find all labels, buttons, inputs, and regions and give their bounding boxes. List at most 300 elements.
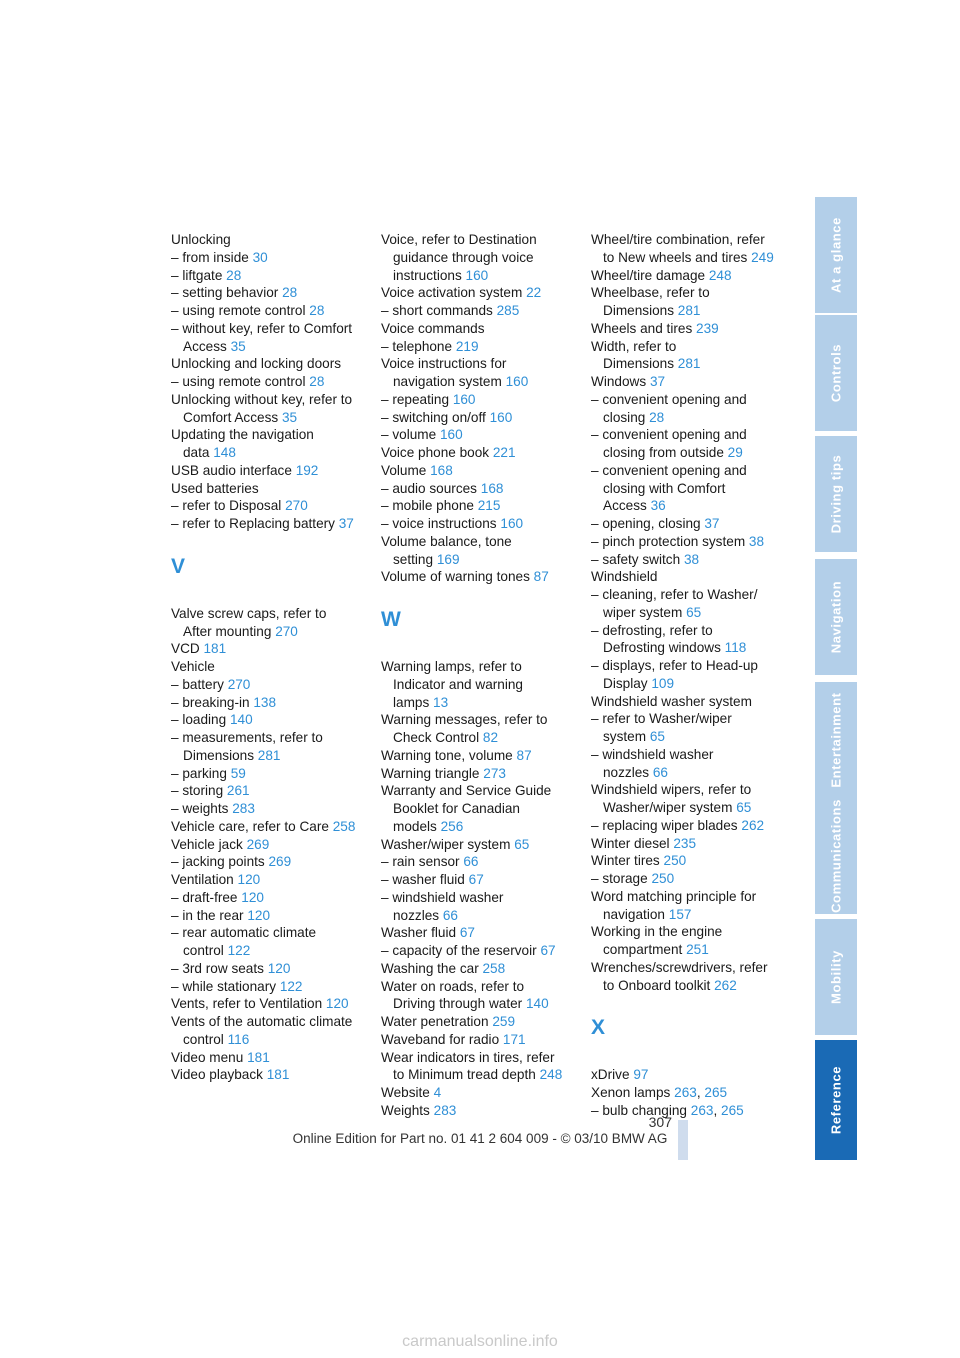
- index-entry-text: Wear indicators in tires, refer: [381, 1049, 555, 1065]
- index-entry-text: Vehicle jack: [171, 836, 243, 852]
- index-entry-text: – defrosting, refer to: [591, 622, 713, 638]
- page-link[interactable]: 261: [226, 783, 250, 799]
- index-entry: [591, 1066, 787, 1084]
- page-link[interactable]: 262: [714, 977, 737, 993]
- page-link[interactable]: 258: [332, 818, 356, 834]
- index-entry-text: to New wheels and tires: [603, 249, 748, 265]
- index-entry-text: Water on roads, refer to: [381, 978, 525, 994]
- index-entry-text: – measurements, refer to: [171, 730, 323, 745]
- page-link[interactable]: 65: [686, 604, 702, 620]
- page-link[interactable]: 122: [227, 943, 251, 958]
- index-entry-text: – storing: [171, 783, 224, 799]
- page-link[interactable]: 120: [247, 907, 271, 923]
- index-entry-text: Waveband for radio: [381, 1031, 500, 1047]
- page-link[interactable]: 219: [455, 338, 479, 354]
- page-link[interactable]: 235: [673, 835, 697, 851]
- page-link[interactable]: 160: [489, 409, 513, 425]
- index-entry-text: Website: [381, 1085, 430, 1100]
- index-entry: [381, 231, 577, 249]
- index-entry-text: closing: [603, 409, 646, 425]
- index-entry: [381, 694, 577, 712]
- page-link[interactable]: 283: [433, 1102, 457, 1118]
- page-number: 307: [648, 1114, 672, 1130]
- page-link[interactable]: 181: [266, 1067, 290, 1083]
- page-link[interactable]: 181: [203, 641, 227, 657]
- index-entry: [171, 605, 367, 623]
- index-entry: [381, 658, 577, 676]
- index-entry: [591, 941, 787, 959]
- index-entry: [591, 781, 787, 799]
- index-entry-text: Xenon lamps: [591, 1085, 671, 1100]
- index-entry: [591, 835, 787, 853]
- page-link[interactable]: 160: [452, 391, 476, 407]
- index-entry: [591, 959, 787, 977]
- index-entry: [591, 249, 787, 267]
- page-link[interactable]: 36: [650, 498, 666, 514]
- index-entry-text: VCD: [171, 641, 200, 657]
- index-entry: [381, 782, 577, 800]
- page-link[interactable]: 248: [539, 1067, 563, 1083]
- index-entry-text: – windshield washer: [591, 746, 714, 762]
- index-entry: [381, 1049, 577, 1067]
- page-link[interactable]: 160: [500, 516, 524, 531]
- index-entry-text: Warning triangle: [381, 765, 480, 781]
- index-entry: [171, 960, 367, 978]
- page-link[interactable]: 250: [651, 871, 675, 886]
- index-entry-text: Vents, refer to Ventilation: [171, 996, 323, 1012]
- page-link[interactable]: 283: [232, 801, 255, 816]
- index-entry-text: Indicator and warning: [393, 676, 523, 692]
- index-entry-text: Washer/wiper system: [603, 800, 733, 815]
- index-entry: [171, 355, 367, 373]
- index-entry: [171, 1066, 367, 1084]
- index-entry-text: Wheel/tire combination, refer: [591, 232, 765, 247]
- index-entry: [591, 728, 787, 746]
- page-link[interactable]: 259: [492, 1014, 516, 1029]
- index-entry-text: – bulb changing: [591, 1102, 687, 1118]
- index-entry: [171, 995, 367, 1013]
- index-entry: [171, 302, 367, 320]
- index-entry: [381, 1102, 577, 1120]
- index-entry-text: Wrenches/screwdrivers, refer: [591, 959, 768, 975]
- index-entry-text: Width, refer to: [591, 338, 677, 354]
- page-link[interactable]: 215: [477, 498, 501, 514]
- index-entry: [381, 568, 577, 586]
- index-entry-text: – rear automatic climate: [171, 925, 317, 941]
- index-entry-text: Video menu: [171, 1049, 244, 1065]
- tab-mobility[interactable]: [815, 919, 857, 1035]
- index-entry: [591, 391, 787, 409]
- index-entry-text: – breaking-in: [171, 694, 250, 710]
- index-entry: [591, 480, 787, 498]
- index-entry: [171, 426, 367, 444]
- tab-driving-tips[interactable]: [815, 436, 857, 552]
- index-entry: [171, 1049, 367, 1067]
- index-entry-text: – weights: [171, 801, 229, 816]
- page-link[interactable]: 192: [295, 462, 319, 478]
- page-link[interactable]: 29: [727, 445, 743, 460]
- index-entry: [591, 462, 787, 480]
- page-link[interactable]: 38: [748, 533, 765, 549]
- page-link[interactable]: 157: [668, 906, 692, 922]
- index-entry-text: – using remote control: [171, 303, 306, 318]
- index-entry: [171, 338, 367, 356]
- page-link[interactable]: 270: [227, 676, 251, 692]
- page-link[interactable]: 265: [704, 1085, 728, 1100]
- index-entry-text: – repeating: [381, 391, 450, 407]
- index-entry: [171, 853, 367, 871]
- index-entry-text: Washing the car: [381, 960, 479, 976]
- index-entry: [591, 799, 787, 817]
- index-entry: [381, 853, 577, 871]
- index-entry: [381, 284, 577, 302]
- index-entry: [381, 889, 577, 907]
- index-entry: [591, 515, 787, 533]
- index-entry: [381, 942, 577, 960]
- page-link[interactable]: 138: [253, 694, 277, 710]
- page-link[interactable]: 66: [463, 854, 479, 870]
- index-entry: [381, 1066, 577, 1084]
- index-entry-text: Voice, refer to Destination: [381, 232, 537, 247]
- watermark: carmanualsonline.info: [402, 1333, 558, 1350]
- page-link[interactable]: 87: [516, 747, 532, 763]
- page-link[interactable]: 160: [439, 427, 463, 443]
- tab-navigation[interactable]: [815, 559, 857, 675]
- page-link[interactable]: 66: [652, 764, 668, 780]
- index-entry-text: Defrosting windows: [603, 640, 721, 656]
- page-link[interactable]: 168: [430, 462, 453, 478]
- page-link[interactable]: 281: [257, 747, 281, 763]
- page-link[interactable]: 140: [525, 996, 549, 1012]
- page-link[interactable]: 4: [433, 1085, 442, 1100]
- index-entry-text: – short commands: [381, 303, 493, 318]
- page-link[interactable]: 265: [721, 1102, 744, 1118]
- index-entry-text: – draft-free: [171, 889, 238, 905]
- index-entry-text: USB audio interface: [171, 462, 292, 478]
- page-link[interactable]: 28: [309, 374, 325, 389]
- index-entry: [591, 497, 787, 515]
- index-entry: [381, 907, 577, 925]
- page-link[interactable]: 35: [230, 338, 246, 354]
- index-entry-text: Water penetration: [381, 1014, 489, 1029]
- index-entry-text: Windshield: [591, 569, 658, 585]
- index-entry-text: control: [183, 1031, 224, 1047]
- index-entry-text: – 3rd row seats: [171, 960, 264, 976]
- page-link[interactable]: 118: [724, 640, 747, 656]
- index-entry: [171, 836, 367, 854]
- page-link[interactable]: 97: [633, 1067, 649, 1083]
- page-link[interactable]: 28: [309, 303, 325, 318]
- page-link[interactable]: 87: [533, 569, 549, 585]
- page-link[interactable]: 122: [279, 978, 303, 994]
- tab-label: Mobility: [828, 950, 844, 1004]
- page-link[interactable]: 28: [282, 285, 298, 301]
- page-link[interactable]: 249: [751, 249, 774, 265]
- index-entry-text: Wheelbase, refer to: [591, 285, 710, 301]
- page-link[interactable]: 270: [275, 623, 298, 639]
- page-link[interactable]: 263: [674, 1085, 697, 1100]
- index-entry: [591, 231, 787, 249]
- index-entry: [381, 711, 577, 729]
- index-entry: [591, 746, 787, 764]
- index-entry-text: Unlocking and locking doors: [171, 356, 342, 372]
- index-column-2: [381, 231, 577, 1120]
- index-entry-text: Voice phone book: [381, 445, 490, 460]
- index-entry: [591, 888, 787, 906]
- index-entry: [591, 426, 787, 444]
- index-entry-text: – liftgate: [171, 267, 223, 283]
- page-link[interactable]: 281: [677, 356, 701, 372]
- tab-label: Communications: [828, 799, 844, 913]
- index-entry: [591, 817, 787, 835]
- page-link[interactable]: 37: [704, 516, 720, 531]
- index-entry: [591, 977, 787, 995]
- page-link[interactable]: 120: [237, 872, 261, 887]
- page-link[interactable]: 82: [482, 730, 499, 745]
- index-entry-text: navigation: [603, 906, 665, 922]
- tab-entertainment[interactable]: [815, 682, 857, 798]
- index-entry: [171, 694, 367, 712]
- index-entry-text: Unlocking: [171, 232, 231, 247]
- index-entry-text: Comfort Access: [183, 409, 279, 425]
- index-entry-text: – mobile phone: [381, 498, 474, 514]
- index-entry-text: Windshield wipers, refer to: [591, 782, 752, 798]
- index-entry: [381, 426, 577, 444]
- index-entry: [591, 320, 787, 338]
- page-link[interactable]: 38: [683, 551, 700, 567]
- page-link[interactable]: 140: [229, 712, 253, 728]
- index-entry-text: to Minimum tread depth: [393, 1067, 536, 1083]
- index-entry: [381, 409, 577, 427]
- index-entry: [171, 711, 367, 729]
- index-entry: [381, 302, 577, 320]
- index-entry: [171, 658, 367, 676]
- index-entry: [171, 907, 367, 925]
- index-entry-text: Used batteries: [171, 480, 259, 496]
- index-entry-text: – replacing wiper blades: [591, 817, 738, 833]
- index-entry-text: Windows: [591, 374, 647, 389]
- index-entry-text: Volume balance, tone: [381, 533, 512, 549]
- index-entry: [381, 373, 577, 391]
- index-entry: [171, 320, 367, 338]
- tab-label: Navigation: [828, 580, 844, 654]
- page-link[interactable]: 251: [686, 942, 709, 957]
- index-entry: [381, 818, 577, 836]
- page-link[interactable]: 30: [252, 249, 268, 265]
- page-link[interactable]: 263: [690, 1102, 714, 1118]
- index-entry: [381, 267, 577, 285]
- page-link[interactable]: 28: [649, 409, 665, 425]
- page-link[interactable]: 22: [526, 285, 542, 301]
- index-entry: [171, 924, 367, 942]
- index-entry: [171, 1031, 367, 1049]
- index-entry-text: – jacking points: [171, 854, 265, 870]
- index-entry-text: – convenient opening and: [591, 427, 747, 443]
- index-entry: [171, 942, 367, 960]
- index-entry: [591, 444, 787, 462]
- page-link[interactable]: 160: [505, 374, 529, 389]
- index-entry: [381, 1084, 577, 1102]
- index-entry-text: Dimensions: [183, 747, 255, 763]
- index-entry-text: Video playback: [171, 1067, 263, 1083]
- page-link[interactable]: 59: [230, 765, 246, 781]
- index-entry: [381, 1013, 577, 1031]
- index-entry: [171, 1013, 367, 1031]
- index-entry-text: Voice commands: [381, 320, 485, 336]
- index-entry-text: Washer fluid: [381, 925, 457, 941]
- index-entry-text: – without key, refer to Comfort: [171, 320, 353, 336]
- index-entry-text: Warning lamps, refer to: [381, 659, 522, 674]
- index-entry: [591, 906, 787, 924]
- index-entry-text: wiper system: [603, 604, 683, 620]
- page-link[interactable]: 67: [468, 872, 484, 887]
- index-letter-heading: W: [381, 608, 401, 631]
- index-entry: [171, 462, 367, 480]
- index-entry: [171, 871, 367, 889]
- page-link[interactable]: 120: [325, 996, 349, 1012]
- index-entry: [381, 960, 577, 978]
- page-link[interactable]: 181: [247, 1049, 270, 1065]
- index-entry-text: – from inside: [171, 249, 249, 265]
- page-link[interactable]: 66: [442, 907, 458, 923]
- page-link[interactable]: 169: [436, 551, 460, 567]
- page-link[interactable]: 269: [268, 854, 292, 870]
- page-link[interactable]: 120: [241, 889, 264, 905]
- index-entry-text: – capacity of the reservoir: [381, 943, 537, 958]
- page-link[interactable]: 273: [483, 765, 506, 781]
- page-link[interactable]: 65: [514, 836, 530, 852]
- page-link[interactable]: 67: [540, 943, 556, 958]
- index-entry-text: Display: [603, 675, 648, 691]
- page-link[interactable]: 116: [227, 1031, 250, 1047]
- index-entry-text: Vehicle: [171, 659, 215, 674]
- index-entry: [381, 391, 577, 409]
- index-entry: [381, 836, 577, 854]
- index-entry-text: – pinch protection system: [591, 533, 746, 549]
- page-link[interactable]: 171: [502, 1031, 526, 1047]
- index-entry-text: Winter diesel: [591, 835, 670, 851]
- index-entry-text: Word matching principle for: [591, 888, 757, 904]
- page-link[interactable]: 256: [440, 818, 464, 834]
- index-entry: [171, 800, 367, 818]
- index-entry: [381, 800, 577, 818]
- index-entry-text: Booklet for Canadian: [393, 801, 520, 816]
- page-link[interactable]: 35: [281, 409, 298, 425]
- page-link[interactable]: 160: [465, 267, 489, 283]
- page-link[interactable]: 262: [741, 817, 765, 833]
- page-link[interactable]: 65: [649, 729, 665, 744]
- index-entry-text: – parking: [171, 765, 227, 781]
- index-entry-text: After mounting: [183, 623, 272, 639]
- index-entry: [171, 747, 367, 765]
- page-link[interactable]: 248: [708, 267, 732, 283]
- page-link[interactable]: 281: [677, 303, 701, 318]
- index-entry: [381, 515, 577, 533]
- page-link[interactable]: 270: [285, 498, 308, 514]
- tab-communications[interactable]: [815, 798, 857, 914]
- index-entry-text: – telephone: [381, 338, 453, 354]
- index-entry: [591, 693, 787, 711]
- index-entry: [381, 871, 577, 889]
- index-entry: [171, 782, 367, 800]
- tab-label: Driving tips: [828, 454, 844, 534]
- index-entry-text: closing with Comfort: [603, 480, 726, 496]
- page-link[interactable]: 239: [696, 320, 719, 336]
- index-entry-text: nozzles: [603, 764, 650, 780]
- index-entry: [381, 551, 577, 569]
- index-entry-text: – convenient opening and: [591, 391, 747, 407]
- footer-edition-note: Online Edition for Part no. 01 41 2 604 009 - © 03/10 BMW AG: [292, 1131, 668, 1146]
- index-entry-text: Wheel/tire damage: [591, 267, 706, 283]
- index-entry: [591, 373, 787, 391]
- index-letter-heading: X: [591, 1016, 606, 1040]
- index-entry-text: Wheels and tires: [591, 320, 693, 336]
- page-link[interactable]: 285: [496, 303, 520, 318]
- page-link[interactable]: 148: [213, 445, 236, 460]
- tab-at-a-glance[interactable]: [815, 197, 857, 313]
- index-entry-text: – refer to Disposal: [171, 498, 282, 514]
- index-entry-text: Dimensions: [603, 356, 675, 372]
- page-link[interactable]: 67: [459, 925, 475, 941]
- index-entry: [171, 231, 367, 249]
- index-entry-text: – loading: [171, 712, 227, 728]
- index-entry: [171, 497, 367, 515]
- index-entry: [381, 533, 577, 551]
- index-entry: [591, 267, 787, 285]
- index-entry-text: closing from outside: [603, 445, 724, 460]
- index-entry: [381, 729, 577, 747]
- page-link[interactable]: 221: [492, 445, 516, 460]
- index-entry: [171, 284, 367, 302]
- index-entry: [171, 818, 367, 836]
- page-link[interactable]: 37: [649, 374, 666, 389]
- index-entry: [171, 889, 367, 907]
- page-link[interactable]: 269: [246, 836, 270, 852]
- index-entry: [381, 497, 577, 515]
- index-entry: [381, 978, 577, 996]
- index-column-1: [171, 231, 367, 1084]
- page-link[interactable]: 65: [736, 800, 752, 815]
- page-link[interactable]: 28: [226, 267, 242, 283]
- index-entry: [591, 923, 787, 941]
- index-entry-text: Ventilation: [171, 872, 234, 887]
- index-entry-text: instructions: [393, 267, 462, 283]
- tab-label: At a glance: [828, 217, 844, 293]
- index-entry-text: Winter tires: [591, 853, 660, 869]
- index-entry-text: – audio sources: [381, 480, 477, 496]
- page-link[interactable]: 120: [267, 960, 291, 976]
- page-link[interactable]: 37: [338, 516, 354, 531]
- index-entry-text: Dimensions: [603, 303, 675, 318]
- index-entry-text: – while stationary: [171, 978, 277, 994]
- index-entry: [171, 640, 367, 658]
- tab-controls[interactable]: [815, 315, 857, 431]
- index-entry-text: Voice instructions for: [381, 356, 507, 372]
- page-link[interactable]: 109: [651, 675, 675, 691]
- index-entry-text: guidance through voice: [393, 249, 534, 265]
- page-link[interactable]: 168: [480, 480, 504, 496]
- page-link[interactable]: 258: [482, 960, 506, 976]
- index-entry: [381, 320, 577, 338]
- index-entry: [381, 924, 577, 942]
- index-entry: [591, 870, 787, 888]
- index-entry-text: Volume of warning tones: [381, 569, 530, 585]
- page-link[interactable]: 13: [433, 694, 449, 710]
- index-entry: [591, 533, 787, 551]
- index-entry: [591, 586, 787, 604]
- page-link[interactable]: 250: [663, 853, 687, 869]
- index-entry: [591, 675, 787, 693]
